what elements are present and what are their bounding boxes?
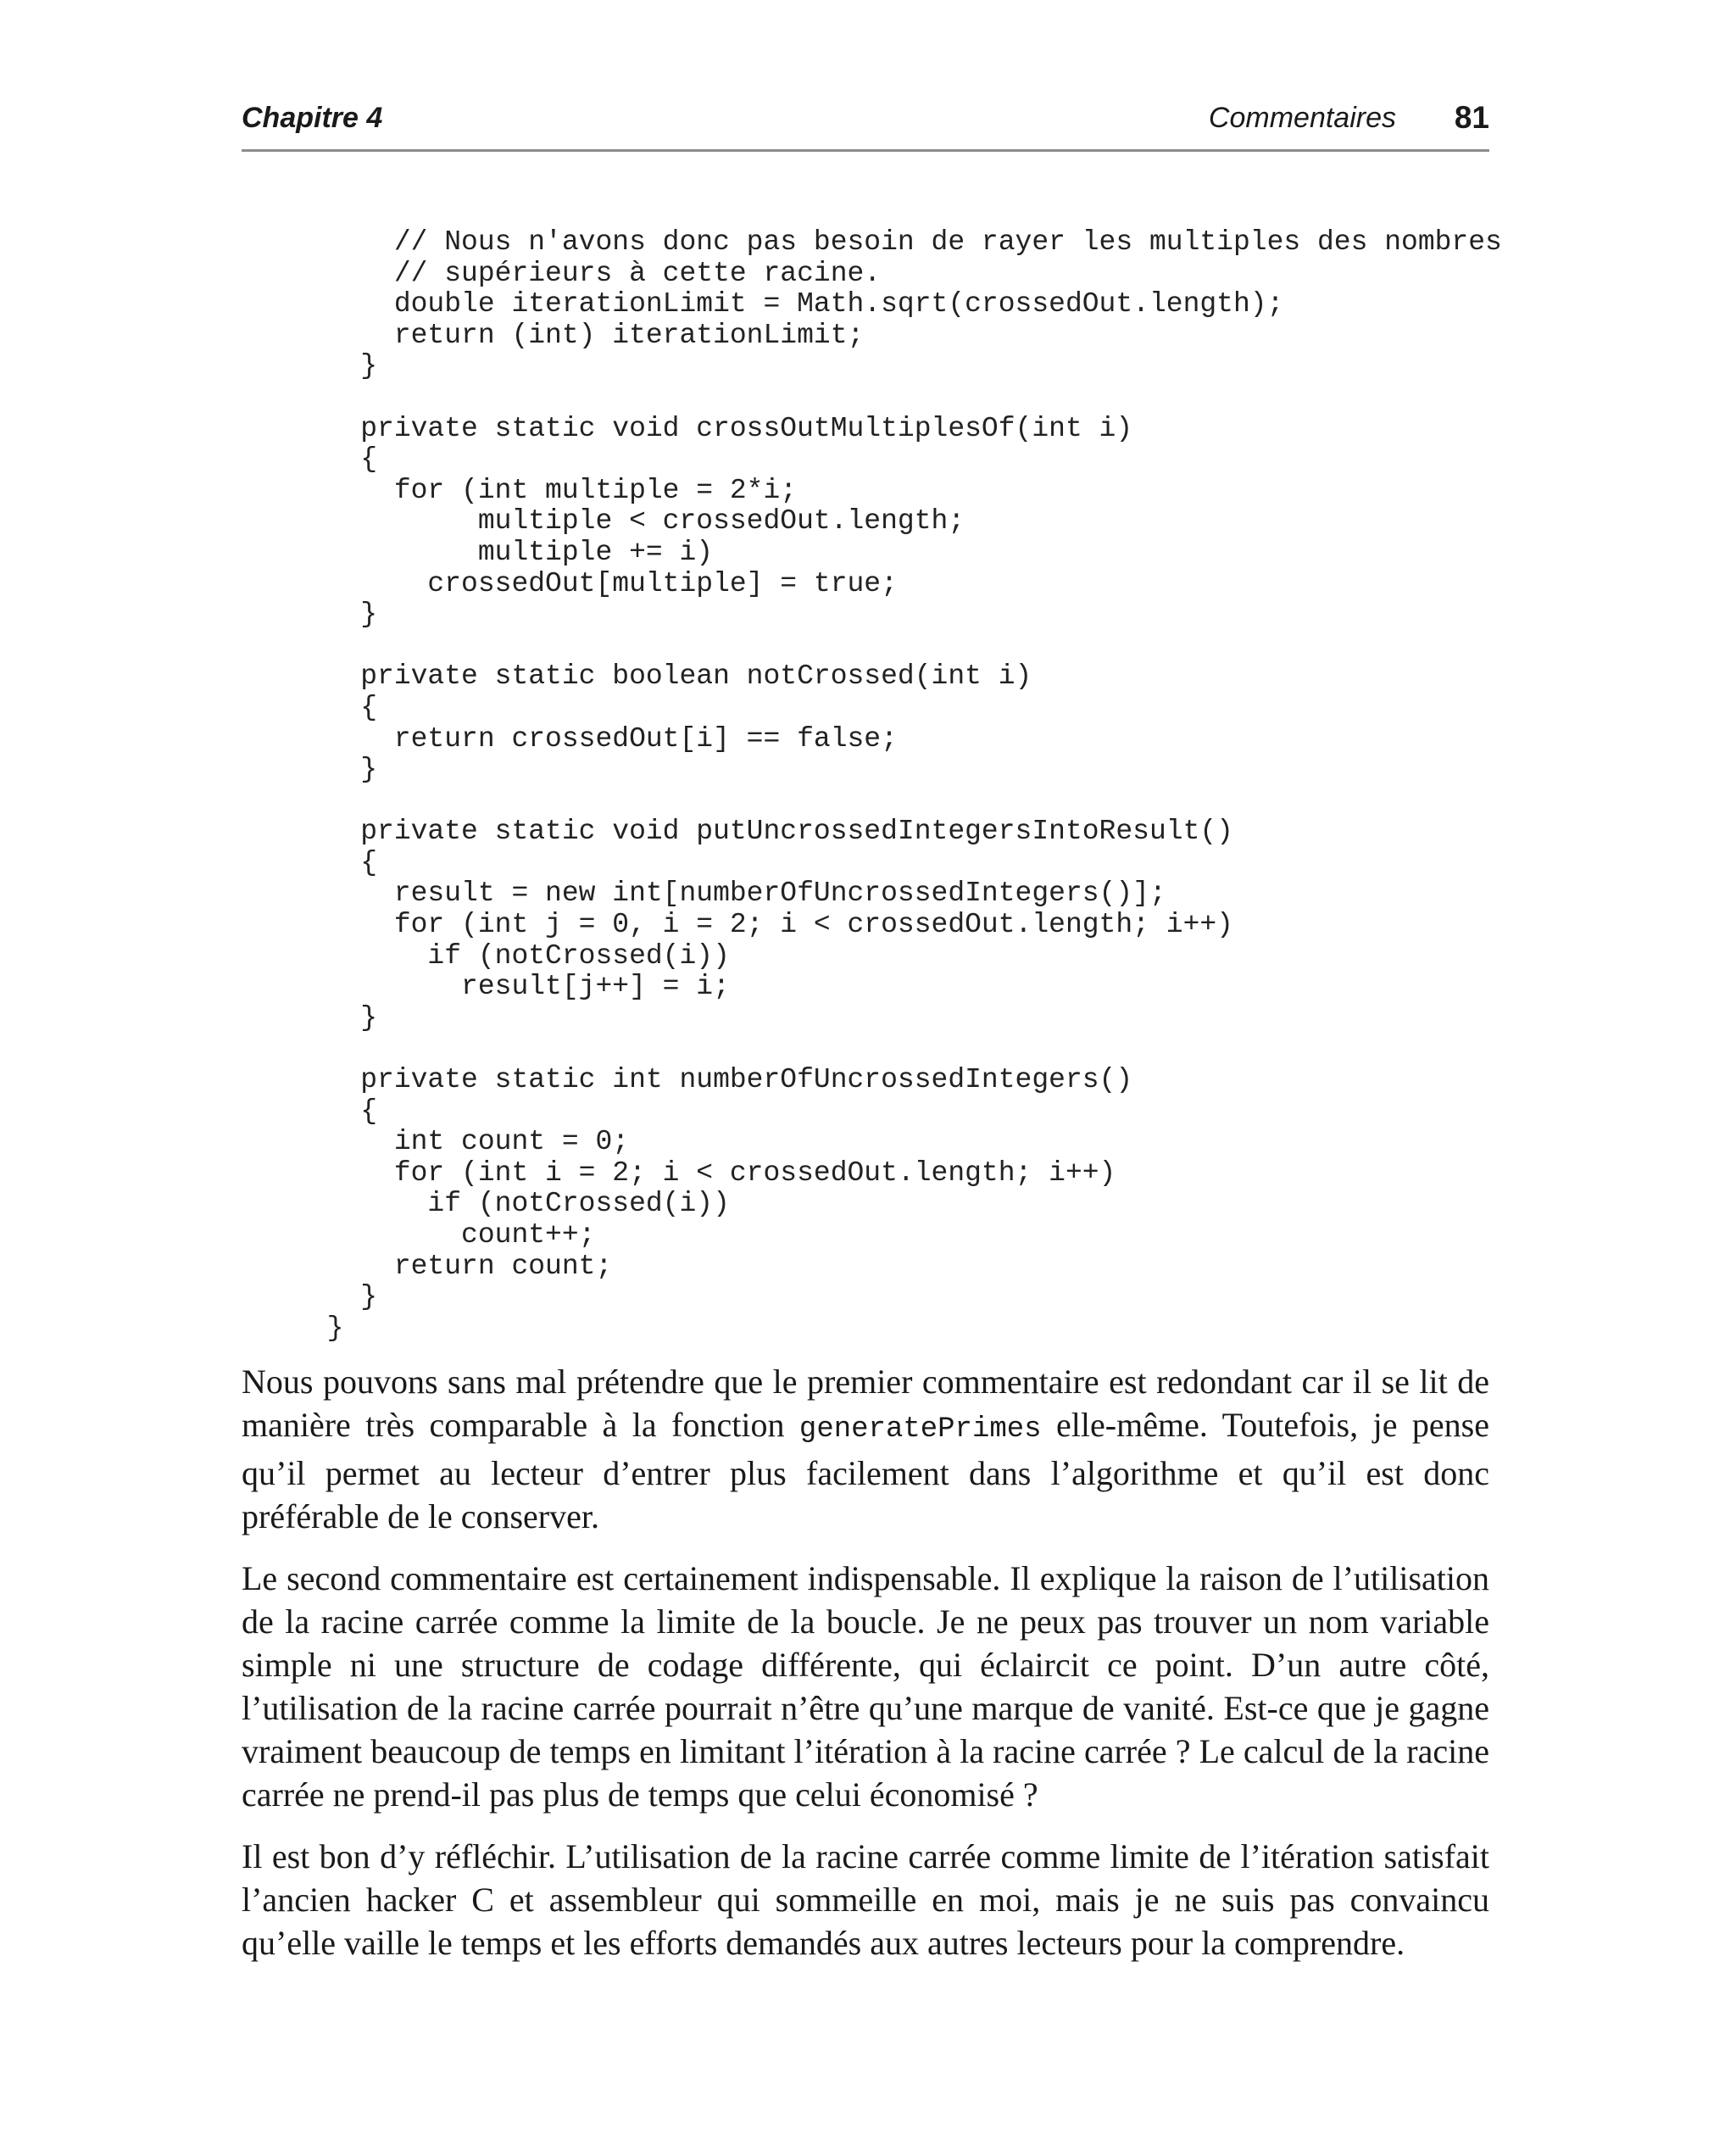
paragraph-1 <box>242 1360 1489 1538</box>
code-line: return (int) iterationLimit; <box>293 319 865 351</box>
code-line <box>293 786 1502 817</box>
paragraph-1-text-end: elle-même. Toutefois, je pense qu’il permet au lecteur d’entrer plus facilement dans l’algorithme et qu’il est donc préférable de le conserver. <box>242 1406 1490 1535</box>
code-line: { <box>293 691 378 723</box>
body-text <box>242 1360 1489 1983</box>
page-number: 81 <box>1454 100 1489 135</box>
code-line: { <box>293 1095 378 1127</box>
chapter-label: Chapitre 4 <box>242 102 383 134</box>
code-line: { <box>293 443 378 476</box>
code-line: private static boolean notCrossed(int i) <box>293 660 1032 693</box>
code-line: // Nous n'avons donc pas besoin de rayer les multiples des nombres <box>293 226 1502 258</box>
code-line: private static void crossOutMultiplesOf(int i) <box>293 412 1133 444</box>
code-line: for (int multiple = 2*i; <box>293 474 798 506</box>
code-line: multiple < crossedOut.length; <box>293 505 965 538</box>
code-line: // supérieurs à cette racine. <box>293 257 882 289</box>
code-line: } <box>293 1001 378 1034</box>
page-header <box>242 100 1489 141</box>
code-line: if (notCrossed(i)) <box>293 1188 730 1220</box>
code-line: private static void putUncrossedIntegersIntoResult() <box>293 816 1233 848</box>
paragraph-3: Il est bon d’y réfléchir. L’utilisation de la racine carrée comme limite de l’itération satisfait l’ancien hacker C et assembleur qui sommeille en moi, mais je ne suis pas convaincu qu’elle vaille le temps et les efforts demandés aux autres lecteurs pour la comprendre. <box>242 1837 1489 1962</box>
code-line: multiple += i) <box>293 536 714 568</box>
code-line: } <box>293 1281 378 1313</box>
code-line: crossedOut[multiple] = true; <box>293 567 898 599</box>
code-line <box>293 382 1502 414</box>
code-line: int count = 0; <box>293 1126 630 1158</box>
code-line: result[j++] = i; <box>293 971 730 1003</box>
code-line: private static int numberOfUncrossedIntegers() <box>293 1064 1133 1096</box>
code-line: result = new int[numberOfUncrossedIntegers()]; <box>293 878 1166 910</box>
code-line: return crossedOut[i] == false; <box>293 722 898 755</box>
paragraph-2: Le second commentaire est certainement indispensable. Il explique la raison de l’utilisation de la racine carrée comme la limite de la boucle. Je ne peux pas trouver un nom variable simple ni une structure de codage différente, qui éclaircit ce point. D’un autre côté, l’utilisation de la racine carrée pourrait n’être qu’une marque de vanité. Est-ce que je gagne vraiment beaucoup de temps en limitant l’itération à la racine carrée ? Le calcul de la racine carrée ne prend-il pas plus de temps que celui économisé ? <box>242 1559 1489 1814</box>
code-line: } <box>293 350 378 382</box>
code-line: if (notCrossed(i)) <box>293 939 730 972</box>
code-line: } <box>293 1312 344 1344</box>
code-line: for (int j = 0, i = 2; i < crossedOut.length; i++) <box>293 909 1233 941</box>
section-label: Commentaires <box>1208 102 1396 134</box>
code-line: double iterationLimit = Math.sqrt(crossedOut.length); <box>293 288 1284 320</box>
code-line <box>293 1034 1502 1065</box>
code-listing <box>293 227 1502 1344</box>
code-line: return count; <box>293 1250 613 1282</box>
code-line: { <box>293 846 378 878</box>
inline-code-function-name: generatePrimes <box>798 1413 1042 1446</box>
code-line: count++; <box>293 1219 596 1251</box>
paragraph-1-text-start: Nous pouvons sans mal prétendre que le premier commentaire est redondant car il se lit de manière très comparable à la fonction <box>242 1363 1489 1444</box>
code-line: } <box>293 754 378 786</box>
code-line <box>293 631 1502 662</box>
code-line: for (int i = 2; i < crossedOut.length; i++) <box>293 1156 1116 1189</box>
code-line: } <box>293 599 378 631</box>
header-rule <box>242 149 1489 152</box>
